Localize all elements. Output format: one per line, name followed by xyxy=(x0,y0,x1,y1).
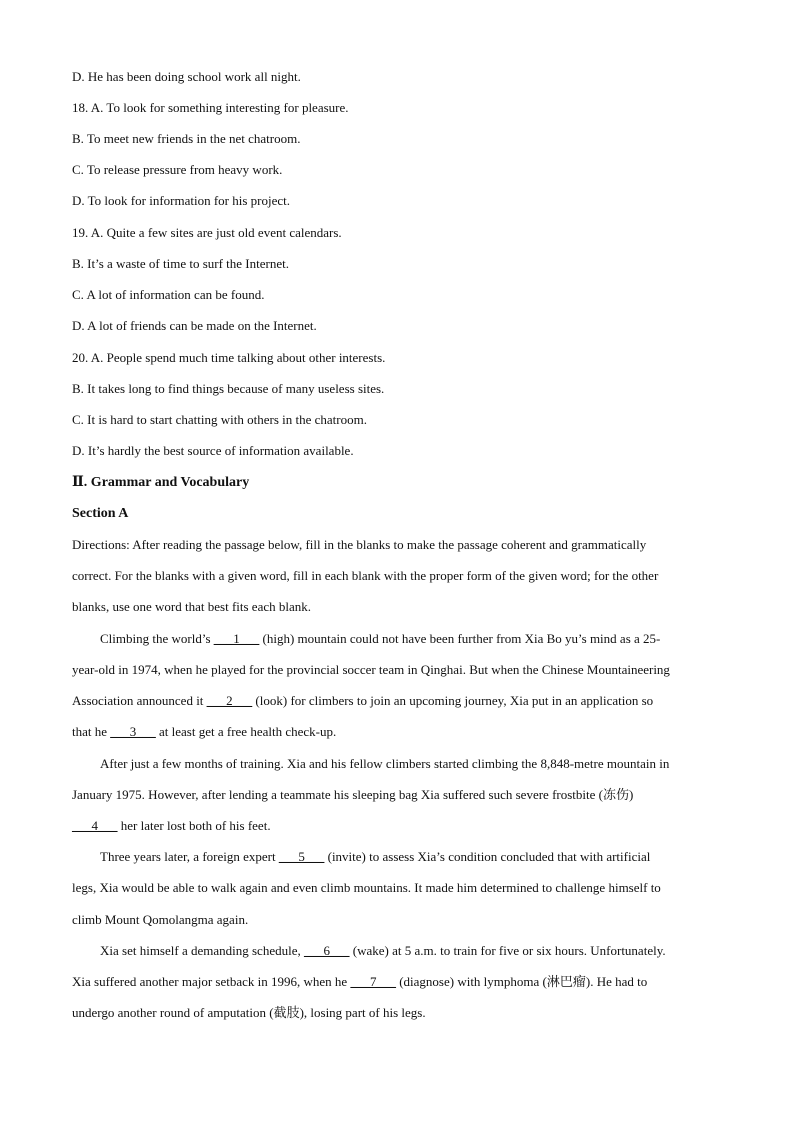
option-19c: C. A lot of information can be found. xyxy=(72,287,265,302)
directions-line: Directions: After reading the passage below, fill in the blanks to make the passage coherent and grammatically xyxy=(72,537,647,552)
passage-text: (diagnose) with lymphoma (淋巴瘤). He had to xyxy=(395,974,648,989)
passage-line xyxy=(72,693,653,709)
passage-text: (look) for climbers to join an upcoming journey, Xia put in an application so xyxy=(252,693,654,708)
directions-line: blanks, use one word that best fits each blank. xyxy=(72,599,311,614)
blank-1: ___1___ xyxy=(213,631,260,646)
passage-line xyxy=(100,849,650,865)
passage-line: After just a few months of training. Xia and his fellow climbers started climbing the 8,848-metre mountain in xyxy=(100,756,670,771)
passage-line: year-old in 1974, when he played for the provincial soccer team in Qinghai. But when the Chinese Mountaineering xyxy=(72,662,670,677)
passage-text: Association announced it xyxy=(72,693,207,708)
passage-line xyxy=(72,974,647,990)
blank-6: ___6___ xyxy=(303,943,350,958)
blank-3: ___3___ xyxy=(110,724,156,739)
blank-5: ___5___ xyxy=(278,849,325,864)
passage-line: January 1975. However, after lending a teammate his sleeping bag Xia suffered such severe frostbite (冻伤) xyxy=(72,787,634,802)
passage-text: (invite) to assess Xia’s condition concluded that with artificial xyxy=(324,849,651,864)
passage-text: her later lost both of his feet. xyxy=(117,818,271,833)
part-heading: Ⅱ. Grammar and Vocabulary xyxy=(72,475,250,490)
passage-text: Xia set himself a demanding schedule, xyxy=(100,943,304,958)
passage-line: undergo another round of amputation (截肢), losing part of his legs. xyxy=(72,1005,426,1020)
option-18c: C. To release pressure from heavy work. xyxy=(72,162,283,177)
option-20c: C. It is hard to start chatting with others in the chatroom. xyxy=(72,412,367,427)
option-20a: 20. A. People spend much time talking about other interests. xyxy=(72,350,386,365)
option-19b: B. It’s a waste of time to surf the Internet. xyxy=(72,256,289,271)
directions-line: correct. For the blanks with a given word, fill in each blank with the proper form of the given word; for the other xyxy=(72,568,659,583)
option-19a: 19. A. Quite a few sites are just old event calendars. xyxy=(72,225,342,240)
passage-line xyxy=(72,818,271,834)
passage-line xyxy=(100,631,660,647)
passage-line xyxy=(72,724,336,740)
passage-line: legs, Xia would be able to walk again and even climb mountains. It made him determined to challenge himself to xyxy=(72,880,661,895)
blank-2: ___2___ xyxy=(206,693,253,708)
option-18a: 18. A. To look for something interesting for pleasure. xyxy=(72,100,349,115)
passage-line: climb Mount Qomolangma again. xyxy=(72,912,249,927)
blank-7: ___7___ xyxy=(350,974,396,989)
passage-text: (high) mountain could not have been further from Xia Bo yu’s mind as a 25- xyxy=(259,631,661,646)
passage-text: Xia suffered another major setback in 1996, when he xyxy=(72,974,351,989)
option-20d: D. It’s hardly the best source of information available. xyxy=(72,443,354,458)
option-18b: B. To meet new friends in the net chatroom. xyxy=(72,131,301,146)
passage-text: that he xyxy=(72,724,111,739)
passage-text: (wake) at 5 a.m. to train for five or six hours. Unfortunately. xyxy=(349,943,666,958)
option-18d: D. To look for information for his project. xyxy=(72,193,291,208)
section-heading: Section A xyxy=(72,506,129,521)
option-19d: D. A lot of friends can be made on the Internet. xyxy=(72,318,317,333)
option-17d: D. He has been doing school work all night. xyxy=(72,69,301,84)
passage-line xyxy=(100,943,666,959)
passage-text: Three years later, a foreign expert xyxy=(100,849,279,864)
passage-text: Climbing the world’s xyxy=(100,631,214,646)
passage-text: at least get a free health check-up. xyxy=(155,724,337,739)
blank-4: ___4___ xyxy=(72,818,118,833)
option-20b: B. It takes long to find things because of many useless sites. xyxy=(72,381,385,396)
